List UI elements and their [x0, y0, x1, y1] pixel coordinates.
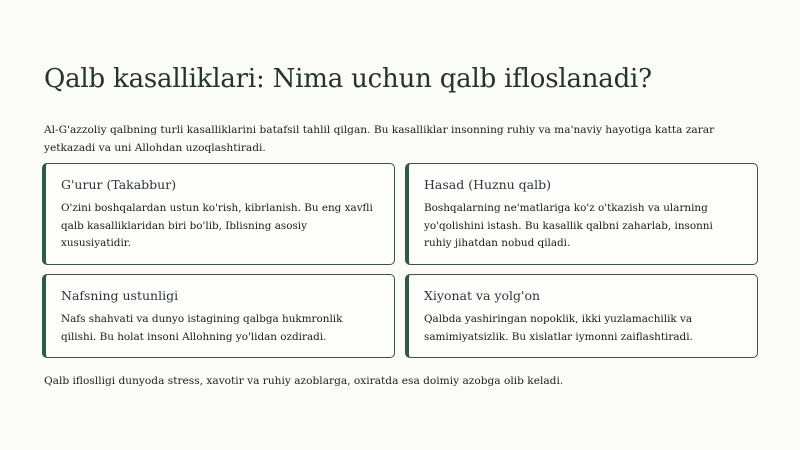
card-title: Hasad (Huznu qalb) — [424, 177, 552, 192]
card-text: Nafs shahvati va dunyo istagining qalbga hukmronlik qilishi. Bu holat insoni Allohning yo'lidan ozdiradi. — [61, 313, 343, 343]
card-text: Boshqalarning ne'matlariga ko'z o'tkazish va ularning yo'qolishini istash. Bu kasallik qalbni zaharlab, insonni ruhiy jihatdan nobud qiladi. — [424, 202, 713, 249]
card-hasad — [405, 163, 758, 265]
card-title: G'urur (Takabbur) — [61, 177, 177, 192]
card-nafs — [42, 274, 395, 358]
intro-paragraph: Al-G'azzoliy qalbning turli kasalliklarini batafsil tahlil qilgan. Bu kasalliklar insonning ruhiy va ma'naviy hayotiga katta zarar yetkazadi va uni Allohdan uzoqlashtiradi. — [44, 124, 715, 154]
page-title: Qalb kasalliklari: Nima uchun qalb ifloslanadi? — [44, 64, 652, 94]
card-gurur — [42, 163, 395, 265]
card-title: Xiyonat va yolg'on — [424, 288, 541, 303]
card-text: O'zini boshqalardan ustun ko'rish, kibrlanish. Bu eng xavfli qalb kasalliklaridan biri bo'lib, Iblisning asosiy xususiyatidir. — [61, 202, 373, 249]
card-title: Nafsning ustunligi — [61, 288, 179, 303]
card-text: Qalbda yashiringan nopoklik, ikki yuzlamachilik va samimiyatsizlik. Bu xislatlar iymonni zaiflashtiradi. — [424, 313, 693, 343]
card-xiyonat — [405, 274, 758, 358]
footer-note: Qalb ifloslligi dunyoda stress, xavotir va ruhiy azoblarga, oxiratda esa doimiy azobga olib keladi. — [44, 375, 564, 387]
